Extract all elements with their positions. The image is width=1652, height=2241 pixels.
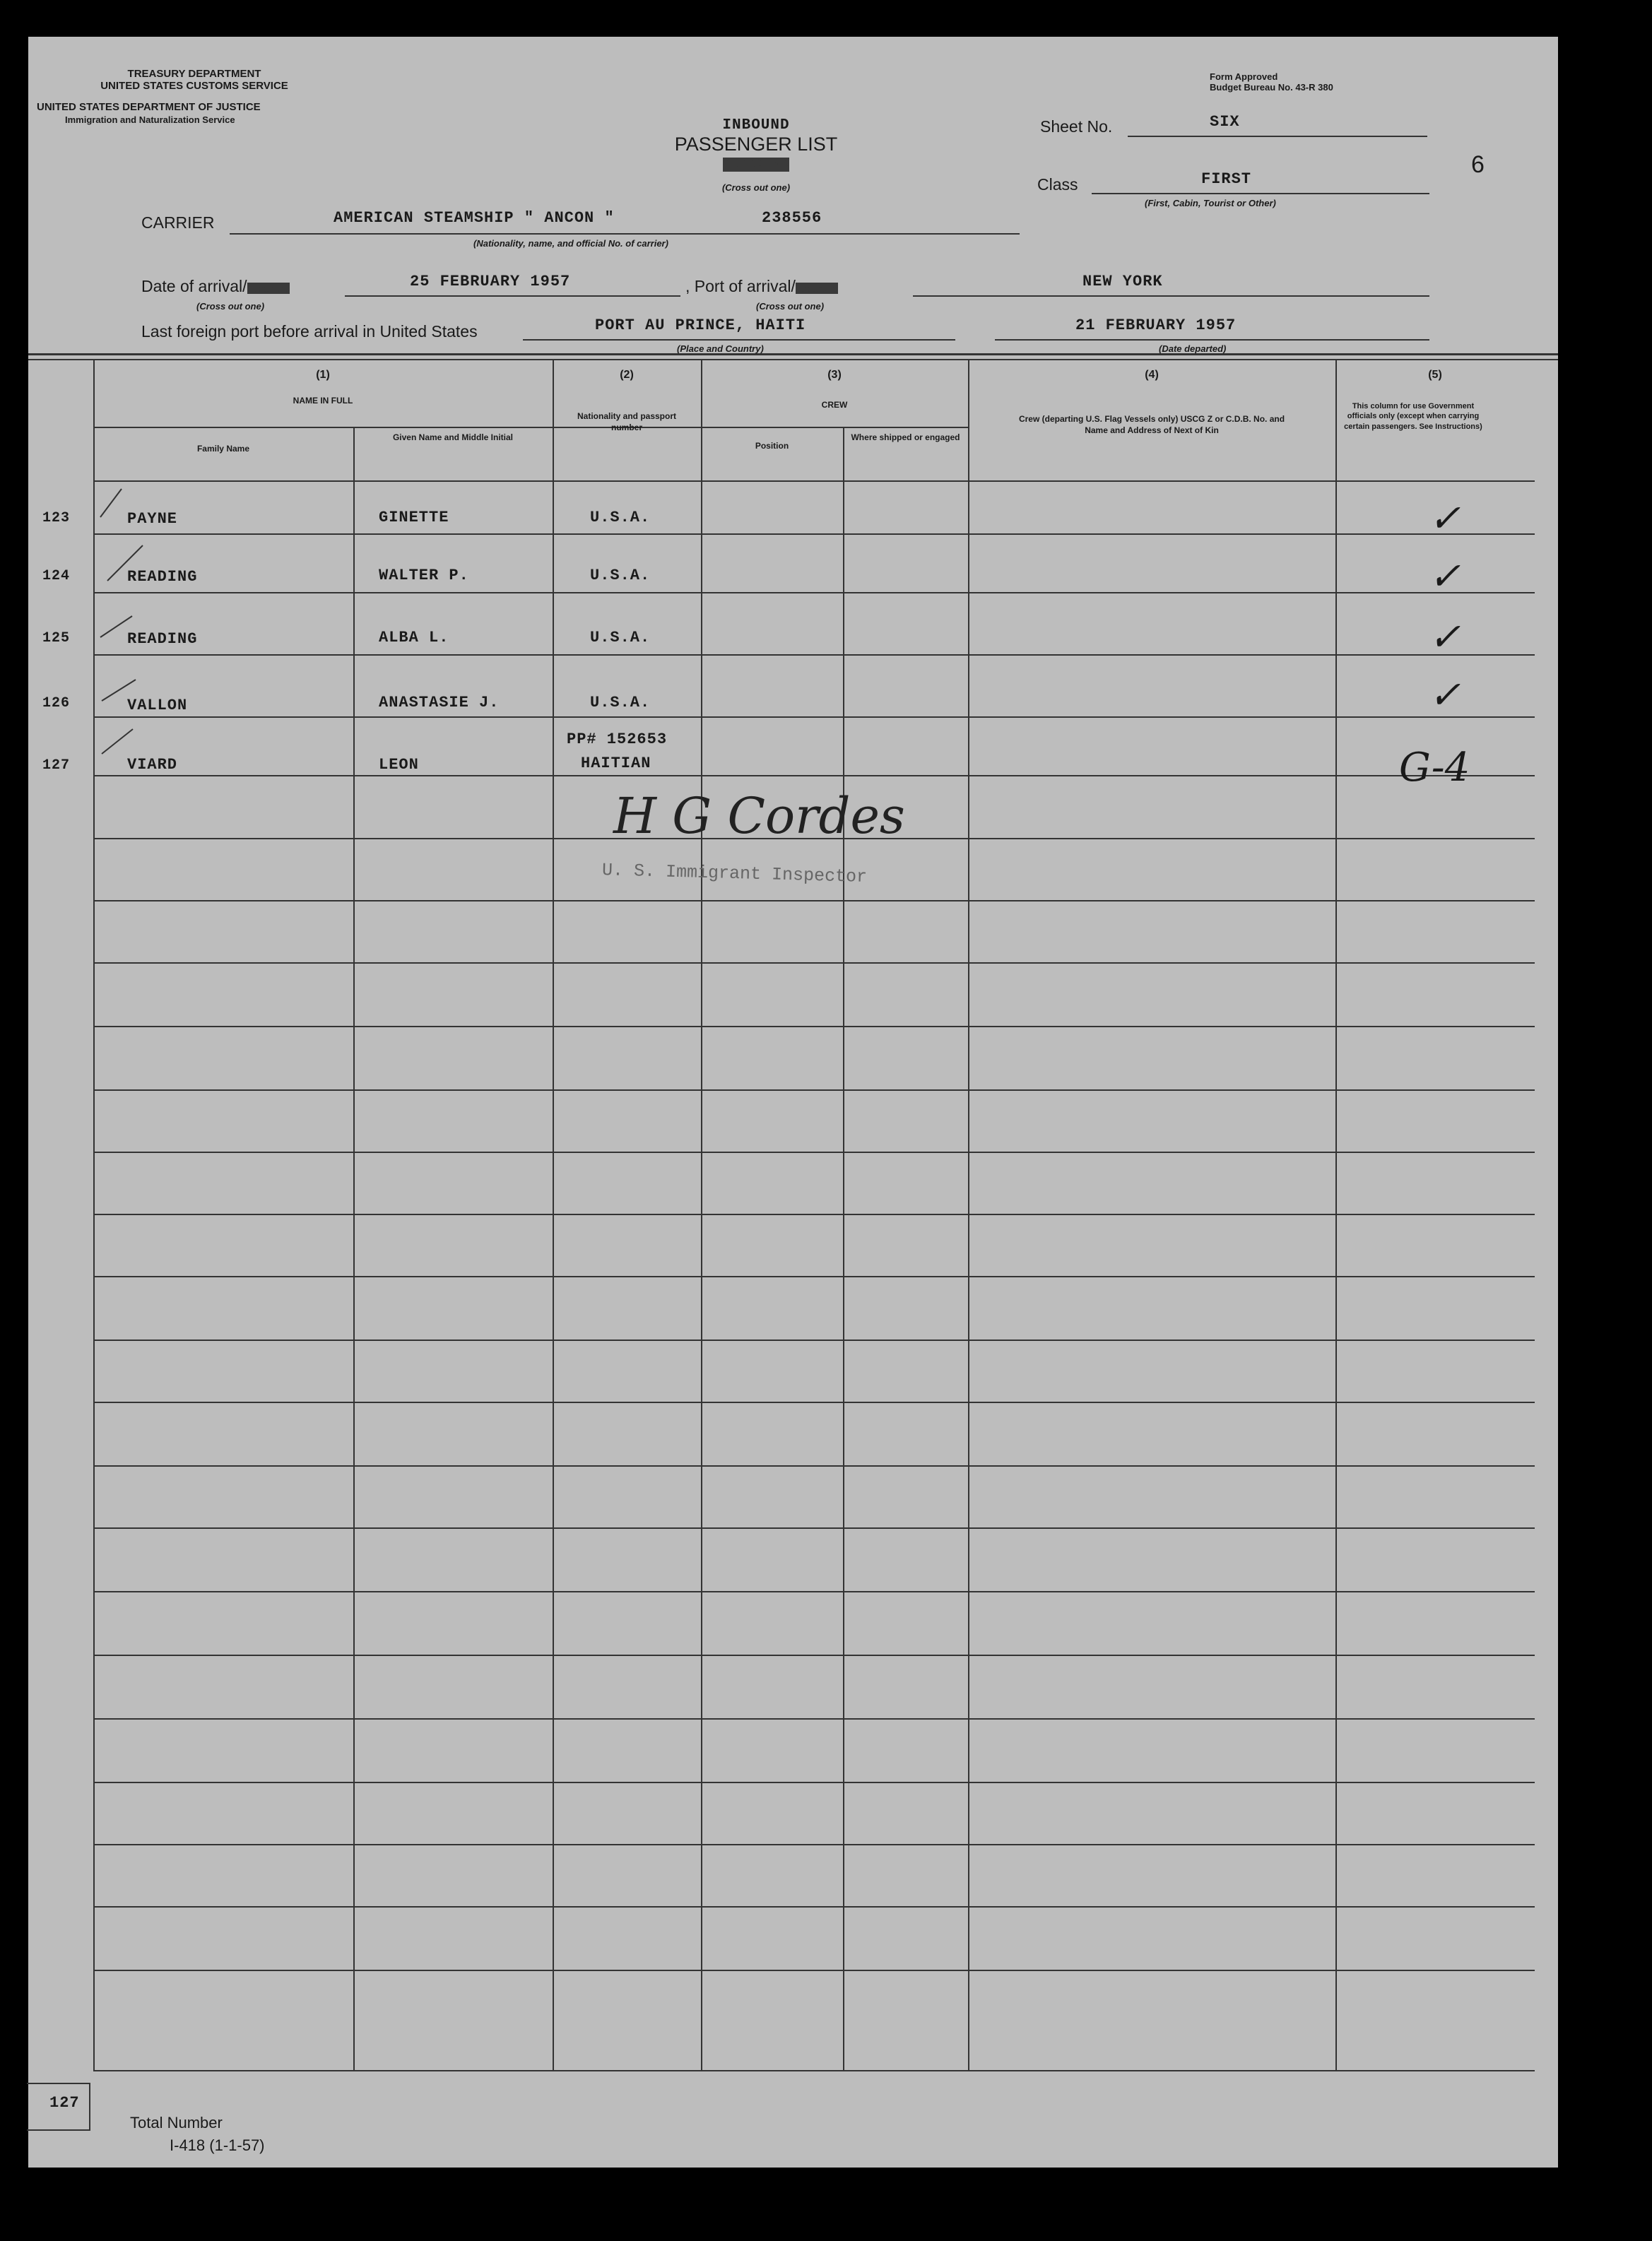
last-port-value: PORT AU PRINCE, HAITI [595,317,806,334]
given-name: WALTER P. [379,567,469,584]
last-port-label: Last foreign port before arrival in United States [141,322,478,341]
cross-out-note-port: (Cross out one) [756,301,825,312]
cross-out-note-date: (Cross out one) [196,301,265,312]
family-name: READING [127,568,198,586]
col3-number: (3) [827,369,842,381]
date-departed-value: 21 FEBRUARY 1957 [1075,317,1237,334]
carrier-number: 238556 [762,209,822,227]
last-port-note: (Place and Country) [677,343,764,354]
direction-inbound: INBOUND [722,117,790,134]
total-label: Total Number [130,2114,223,2131]
form-title: PASSENGER LIST [674,134,838,155]
col5-number: (5) [1428,369,1442,381]
inspector-signature: H G Cordes [613,787,905,845]
given-name: GINETTE [379,509,449,526]
port-value: NEW YORK [1082,273,1163,290]
agency-line-3: UNITED STATES DEPARTMENT OF JUSTICE [37,101,261,113]
carrier-value: AMERICAN STEAMSHIP " ANCON " [334,209,615,227]
passenger-list-form [28,37,1558,2168]
family-name: PAYNE [127,510,178,528]
row-number: 124 [42,568,71,584]
official-mark: ✓ [1429,673,1461,717]
inspector-title: U. S. Immigrant Inspector [601,860,868,887]
direction-outbound: OUTBOUND [722,158,790,172]
form-number: I-418 (1-1-57) [170,2136,265,2154]
official-mark: ✓ [1429,554,1461,598]
class-value: FIRST [1201,170,1252,188]
arrival-date-label: Date of arrival/departure [141,277,290,295]
agency-line-2: UNITED STATES CUSTOMS SERVICE [100,80,288,92]
col3-title: CREW [821,400,848,410]
page-mark: 6 [1471,151,1485,178]
row-number: 126 [42,695,71,711]
sheet-value: SIX [1210,113,1240,131]
col2-number: (2) [620,369,634,381]
official-mark: ✓ [1429,496,1461,540]
sheet-label: Sheet No. [1040,117,1113,136]
official-mark: G-4 [1399,745,1470,791]
agency-line-4: Immigration and Naturalization Service [65,114,235,125]
col5-title: This column for use Government officials only (except when carrying certain passengers. See Instructions) [1344,402,1482,431]
col1-number: (1) [316,369,330,381]
row-number: 123 [42,510,71,526]
row-number: 125 [42,630,71,646]
col3b-header: Where shipped or engaged [851,432,960,442]
date-departed-note: (Date departed) [1159,343,1227,354]
arrival-date-value: 25 FEBRUARY 1957 [410,273,571,290]
col2-title: Nationality and passport number [577,411,677,432]
official-mark: ✓ [1429,615,1461,659]
nationality: U.S.A. [590,509,651,526]
carrier-note: (Nationality, name, and official No. of carrier) [473,238,668,249]
given-name: LEON [379,756,419,774]
name-check-marks [93,404,171,757]
col1-title: NAME IN FULL [293,396,353,406]
passport-number: PP# 152653 [567,731,668,748]
given-name: ALBA L. [379,629,449,646]
class-label: Class [1037,175,1078,194]
agency-line-1: TREASURY DEPARTMENT [127,68,261,80]
col1b-header: Given Name and Middle Initial [392,432,514,442]
class-note: (First, Cabin, Tourist or Other) [1145,198,1276,208]
col1a-header: Family Name [196,444,250,454]
nationality: HAITIAN [581,755,651,772]
col4-number: (4) [1145,369,1159,381]
nationality: U.S.A. [590,567,651,584]
family-name: VALLON [127,697,188,714]
family-name: VIARD [127,756,178,774]
budget-bureau: Budget Bureau No. 43-R 380 [1210,82,1333,93]
given-name: ANASTASIE J. [379,694,500,711]
form-approved: Form Approved [1210,71,1278,82]
nationality: U.S.A. [590,694,651,711]
row-number: 127 [42,757,71,774]
family-name: READING [127,630,198,648]
col4-title: Crew (departing U.S. Flag Vessels only) USCG Z or C.D.B. No. and Name and Address of Next of Kin [1018,414,1285,435]
col3a-header: Position [755,441,789,451]
cross-out-note-title: (Cross out one) [721,182,791,193]
port-label: , Port of arrival/departure [685,277,838,295]
total-value: 127 [49,2094,80,2112]
carrier-label: CARRIER [141,213,215,232]
nationality: U.S.A. [590,629,651,646]
